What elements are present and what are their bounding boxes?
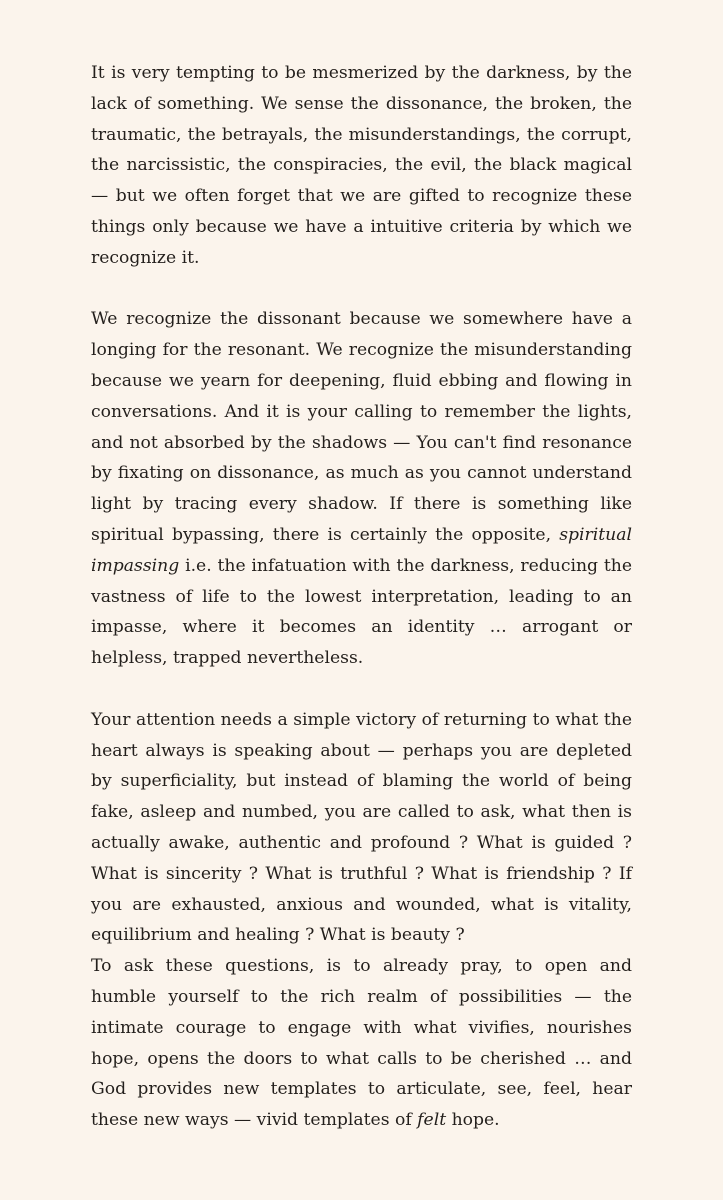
paragraph-text: hope.: [446, 1110, 500, 1131]
italic-word: felt: [417, 1110, 447, 1131]
paragraph-attention: Your attention needs a simple victory of returning to what the heart always is speaking about — perhaps you are depleted by superficiality, but instead of blaming the world of being fake, asleep and numbed, you are called to ask, what then is actually awake, authentic and profound ? What is guided ? What is sincerity ? What is truthful ? What is friendship ? If you are exhausted, anxious and wounded, what is vitality, equilibrium and healing ? What is beauty ?: [91, 709, 632, 946]
paragraph-text: i.e. the infatuation with the darkness, reducing the vastness of life to the lowest interpretation, leading to an impasse, where it becomes an identity … arrogant or helpless, trapped nevertheless.: [91, 555, 632, 669]
paragraph-text: We recognize the dissonant because we somewhere have a longing for the resonant. We recognize the misunderstanding because we yearn for deepening, fluid ebbing and flowing in conversations. And it is your calling to remember the lights, and not absorbed by the shadows — You can't find resonance by fixating on dissonance, as much as you cannot understand light by tracing every shadow. If there is something like spiritual bypassing, there is certainly the opposite,: [91, 309, 632, 545]
italic-phrase: spiritual impassing: [91, 524, 632, 576]
paragraph-resonance: [91, 304, 632, 674]
paragraph-darkness: It is very tempting to be mesmerized by the darkness, by the lack of something. We sense the dissonance, the broken, the traumatic, the betrayals, the misunderstandings, the corrupt, the narcissistic, the conspiracies, the evil, the black magical — but we often forget that we are gifted to recognize these things only because we have a intuitive criteria by which we recognize it.: [91, 63, 632, 268]
paragraph-text: To ask these questions, is to already pray, to open and humble yourself to the rich realm of possibilities — the intimate courage to engage with what vivifies, nourishes hope, opens the doors to what calls to be cherished … and God provides new templates to articulate, see, feel, hear these new ways — vivid templates of: [91, 956, 632, 1131]
paragraph-prayer: [91, 951, 632, 1136]
